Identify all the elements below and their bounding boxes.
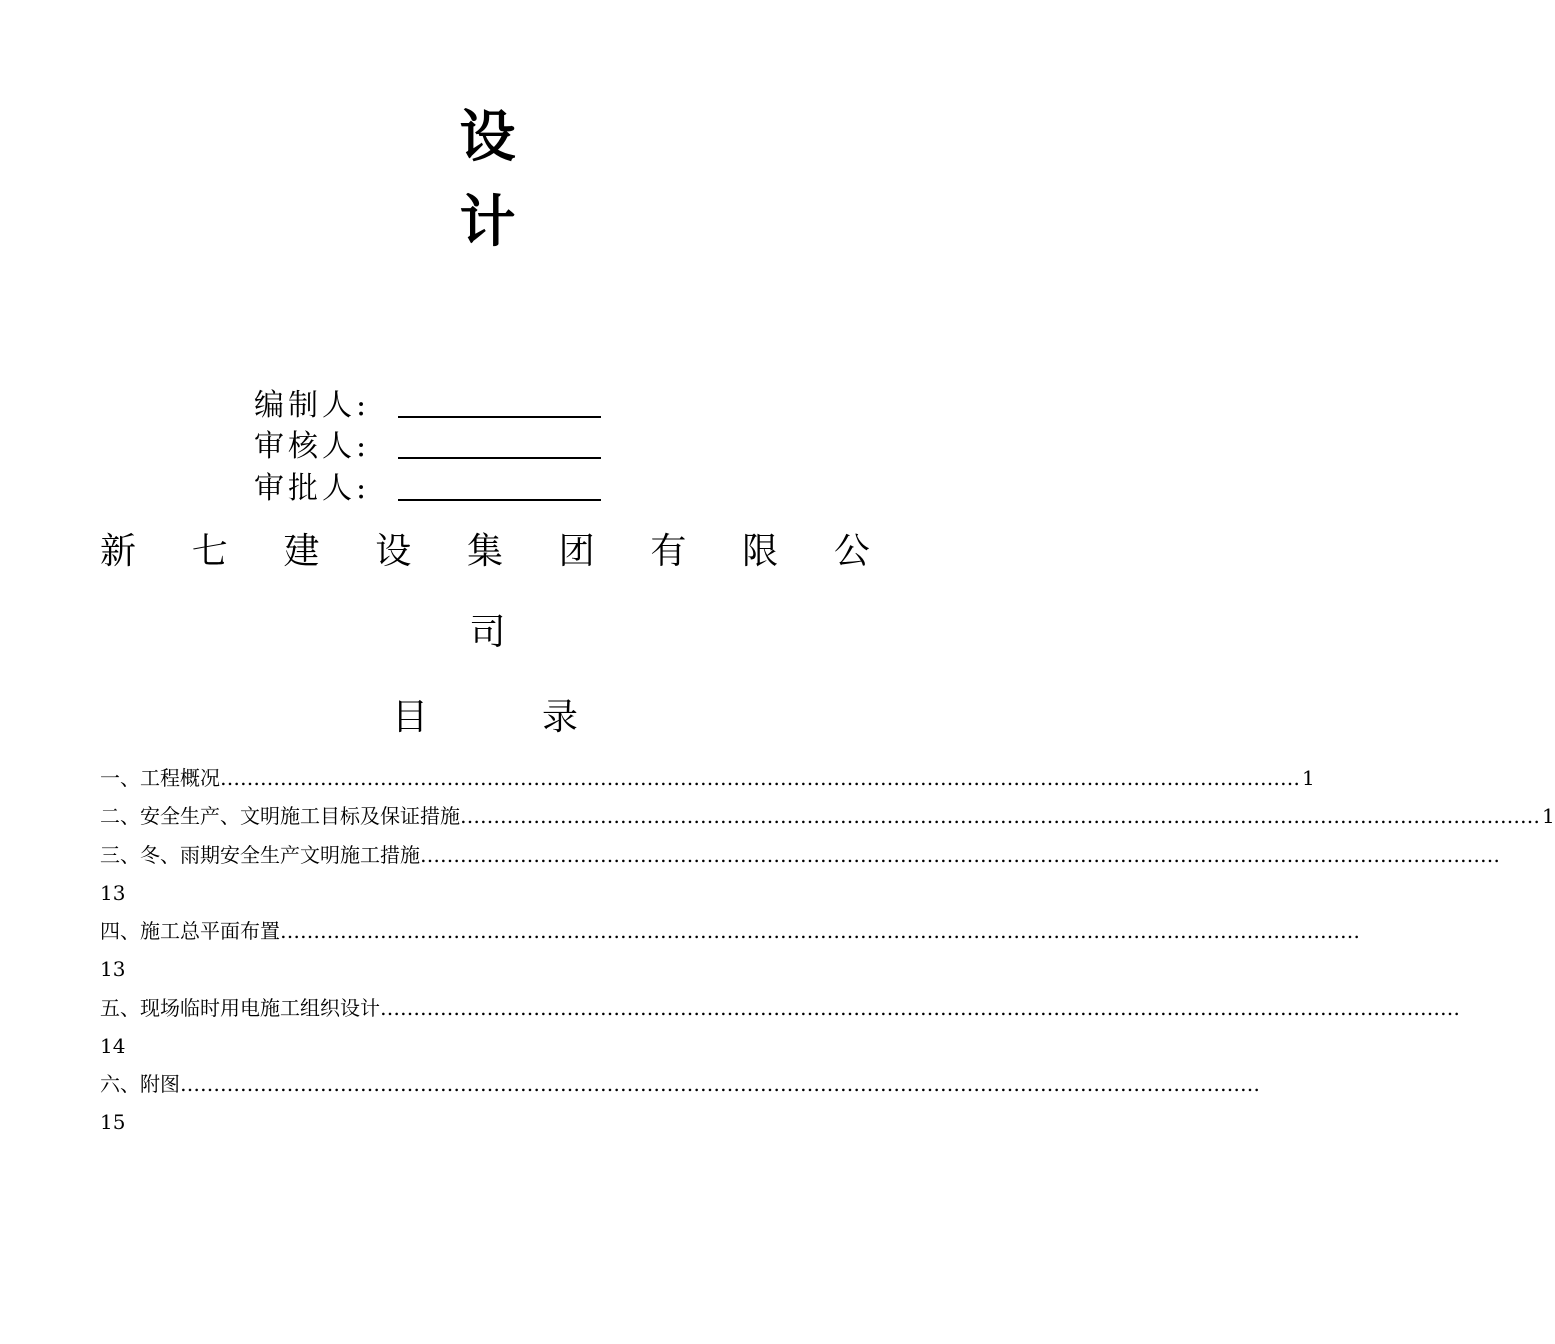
toc-entry-6[interactable] xyxy=(100,1069,1260,1099)
toc-entry-text: 二、安全生产、文明施工目标及保证措施 xyxy=(100,804,460,828)
toc-title-char: 录 xyxy=(542,697,579,738)
toc-leader-dots: ……………………………………………………………………………………………………………………………………………… xyxy=(280,919,1360,943)
title-char-2: 计 xyxy=(459,190,516,255)
toc-entry-2[interactable] xyxy=(100,801,1555,831)
company-char: 七 xyxy=(191,531,228,572)
toc-entry-3[interactable] xyxy=(100,840,1500,870)
toc-leader-dots: ……………………………………………………………………………………………………………………………………………… xyxy=(220,766,1300,790)
toc-entry-4[interactable] xyxy=(100,916,1360,946)
company-char: 新 xyxy=(100,531,137,572)
company-name xyxy=(100,528,870,576)
toc-leader-dots: ……………………………………………………………………………………………………………………………………………… xyxy=(380,996,1460,1020)
toc-entry-page: 1 xyxy=(1302,766,1315,790)
signature-label-reviewer: 审核人: xyxy=(254,429,371,464)
toc-leader-dots: ……………………………………………………………………………………………………………………………………………… xyxy=(180,1072,1260,1096)
toc-entry-page: 15 xyxy=(100,1110,126,1134)
toc-entry-text: 一、工程概况 xyxy=(100,766,220,790)
toc-leader-dots: ……………………………………………………………………………………………………………………………………………… xyxy=(420,843,1500,867)
signature-label-approver: 审批人: xyxy=(254,471,371,506)
toc-title xyxy=(0,692,975,744)
toc-entry-text: 三、冬、雨期安全生产文明施工措施 xyxy=(100,843,420,867)
signature-row-approver xyxy=(254,467,601,507)
company-char: 设 xyxy=(375,531,412,572)
toc-entry-page: 13 xyxy=(100,957,126,981)
signature-line-compiler[interactable] xyxy=(398,386,601,418)
signature-row-reviewer xyxy=(254,425,601,465)
company-char: 有 xyxy=(650,531,687,572)
toc-entry-text: 六、附图 xyxy=(100,1072,180,1096)
title-char-1: 设 xyxy=(459,105,516,170)
company-char: 集 xyxy=(466,531,503,572)
toc-entry-5[interactable] xyxy=(100,993,1460,1023)
company-char: 公 xyxy=(833,531,870,572)
toc-entry-1[interactable] xyxy=(100,763,1315,793)
toc-entry-text: 四、施工总平面布置 xyxy=(100,919,280,943)
toc-entry-text: 五、现场临时用电施工组织设计 xyxy=(100,996,380,1020)
signature-row-compiler xyxy=(254,384,601,424)
toc-entry-page: 1 xyxy=(1542,804,1555,828)
toc-entry-page: 14 xyxy=(100,1034,126,1058)
company-char: 团 xyxy=(558,531,595,572)
company-char: 限 xyxy=(742,531,779,572)
signature-label-compiler: 编制人: xyxy=(254,388,371,423)
toc-entry-page: 13 xyxy=(100,881,126,905)
company-name-tail: 司 xyxy=(469,612,506,653)
company-char: 建 xyxy=(283,531,320,572)
toc-title-char: 目 xyxy=(392,697,429,738)
signature-line-approver[interactable] xyxy=(398,469,601,501)
toc-leader-dots: ……………………………………………………………………………………………………………………………………………… xyxy=(460,804,1540,828)
signature-line-reviewer[interactable] xyxy=(398,427,601,459)
